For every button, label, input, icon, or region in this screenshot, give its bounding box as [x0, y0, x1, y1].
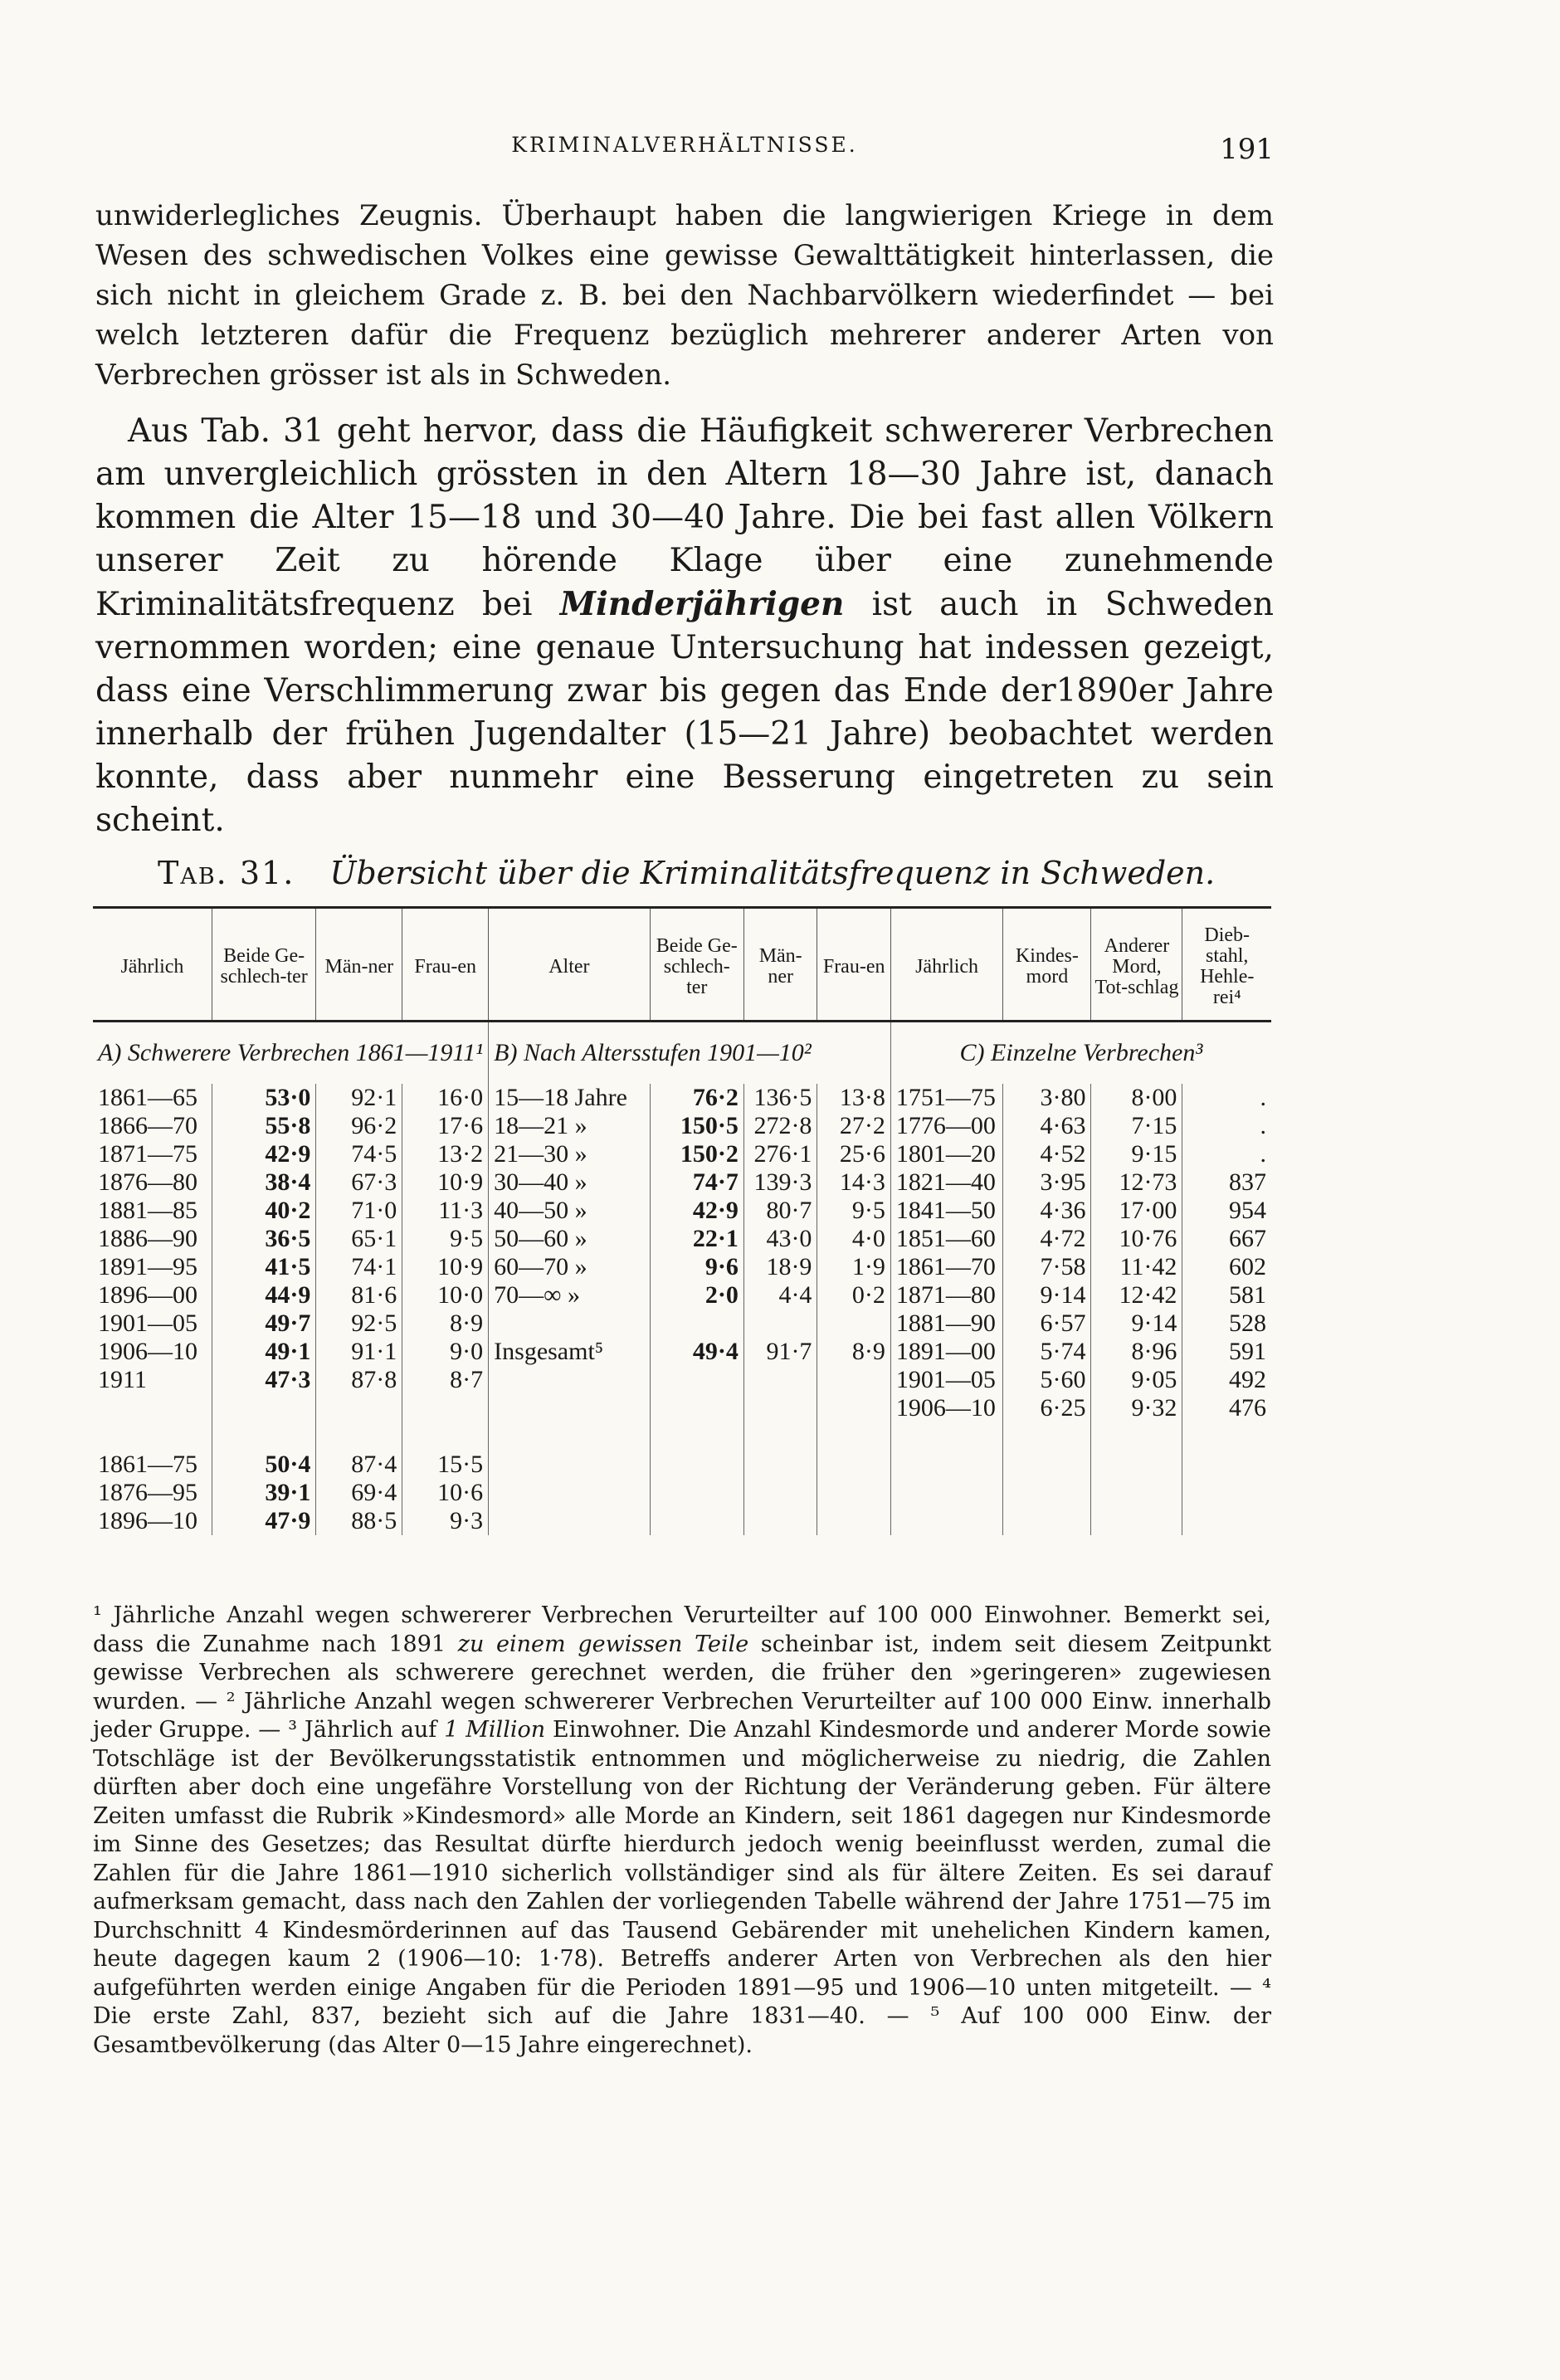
table-cell: 67·3 [316, 1168, 402, 1197]
table-cell: 8·9 [402, 1309, 489, 1338]
table-cell [489, 1479, 650, 1507]
table-cell: 1896—10 [98, 1507, 197, 1534]
table-cell: 9·5 [817, 1197, 890, 1225]
column-header: Beide Ge-schlech-ter [212, 908, 316, 1022]
table-row [93, 1197, 1271, 1225]
table-cell: 47·9 [212, 1507, 316, 1535]
table-cell: 1871—80 [890, 1281, 1002, 1309]
table-cell: 7·15 [1091, 1112, 1182, 1140]
table-cell: 11·42 [1091, 1253, 1182, 1281]
table-row [93, 1084, 1271, 1112]
table-cell: 70—∞ » [489, 1281, 650, 1309]
table-cell: 1901—05 [890, 1366, 1002, 1394]
table-row [93, 1309, 1271, 1338]
table-caption-label: Tab. 31. [158, 855, 295, 891]
table-cell [1182, 1451, 1271, 1479]
paragraph-main-after: ist auch in Schweden vernommen worden; eine genaue Untersuchung hat indessen gezeigt, dass eine Verschlimmerung zwar bis gegen das Ende der1890er Jahre innerhalb der frühen Jugendalter (15—21 Jahre) beobachtet werden konnte, dass aber nunmehr eine Besserung eingetreten zu sein scheint. [95, 586, 1274, 839]
table-cell [650, 1309, 743, 1338]
table-cell: 42·9 [212, 1140, 316, 1168]
table-cell: 492 [1182, 1366, 1271, 1394]
table-cell [489, 1451, 650, 1479]
table-cell: . [1182, 1084, 1271, 1112]
table-cell: 1896—00 [98, 1281, 197, 1309]
running-head-title: KRIMINALVERHÄLTNISSE. [511, 133, 858, 157]
table-cell [1091, 1451, 1182, 1479]
table-cell [1091, 1507, 1182, 1535]
table-cell: 1776—00 [890, 1112, 1002, 1140]
table-cell: . [1182, 1140, 1271, 1168]
table-cell: 1871—75 [98, 1140, 197, 1168]
table-cell [743, 1479, 817, 1507]
table-cell: 1861—65 [98, 1084, 197, 1111]
table-cell [650, 1366, 743, 1394]
table-cell: 11·3 [402, 1197, 489, 1225]
table-cell: 13·2 [402, 1140, 489, 1168]
table-cell [743, 1366, 817, 1394]
table-cell [1182, 1479, 1271, 1507]
column-header: Anderer Mord, Tot-schlag [1091, 908, 1182, 1022]
section-a-label: A) Schwerere Verbrechen 1861—1911¹ [98, 1039, 484, 1066]
table-cell [743, 1451, 817, 1479]
column-header: Jährlich [120, 955, 184, 978]
table-cell: 9·15 [1091, 1140, 1182, 1168]
table-cell: 71·0 [316, 1197, 402, 1225]
table-cell: 1906—10 [890, 1394, 1002, 1422]
table-row [93, 1479, 1271, 1507]
paragraph-intro [95, 196, 1274, 395]
table-cell: 9·6 [650, 1253, 743, 1281]
table-cell: 150·5 [650, 1112, 743, 1140]
table-row [93, 1140, 1271, 1168]
table-cell: 15·5 [402, 1451, 489, 1479]
table-cell: 1891—00 [890, 1338, 1002, 1366]
table-row [93, 1112, 1271, 1140]
table-cell: 30—40 » [489, 1168, 650, 1197]
table-cell: 1821—40 [890, 1168, 1002, 1197]
table-cell: 1·9 [817, 1253, 890, 1281]
table-cell [1182, 1507, 1271, 1535]
table-cell [650, 1507, 743, 1535]
table-cell: 528 [1182, 1309, 1271, 1338]
table-cell [817, 1366, 890, 1394]
table-cell: 15—18 Jahre [489, 1084, 650, 1112]
table-cell: 4·72 [1003, 1225, 1091, 1253]
table-cell [650, 1479, 743, 1507]
column-header: Män-ner [316, 908, 402, 1022]
table-cell [817, 1394, 890, 1422]
table-cell: 53·0 [212, 1084, 316, 1112]
table-cell: 139·3 [743, 1168, 817, 1197]
table-cell: 1876—95 [98, 1479, 197, 1506]
table-cell: 1861—70 [890, 1253, 1002, 1281]
table-cell: 8·00 [1091, 1084, 1182, 1112]
table-cell: 17·00 [1091, 1197, 1182, 1225]
table-cell: 87·8 [316, 1366, 402, 1394]
table-cell: 92·1 [316, 1084, 402, 1112]
table-cell: 80·7 [743, 1197, 817, 1225]
table-cell: 10·9 [402, 1168, 489, 1197]
table-cell [1003, 1479, 1091, 1507]
column-header: Frau-en [402, 908, 489, 1022]
table-cell: 22·1 [650, 1225, 743, 1253]
table-cell: 91·7 [743, 1338, 817, 1366]
page-number: 191 [1220, 133, 1274, 166]
table-row [93, 1168, 1271, 1197]
table-cell: 9·3 [402, 1507, 489, 1535]
table-cell [489, 1366, 650, 1394]
table-cell: 2·0 [650, 1281, 743, 1309]
table-cell: 150·2 [650, 1140, 743, 1168]
table-cell: 954 [1182, 1197, 1271, 1225]
table-cell: 42·9 [650, 1197, 743, 1225]
table-cell: 1876—80 [98, 1168, 197, 1196]
spacer-row [93, 1422, 1271, 1451]
table-cell: 38·4 [212, 1168, 316, 1197]
table-cell: 92·5 [316, 1309, 402, 1338]
table-cell: 41·5 [212, 1253, 316, 1281]
table-cell: 667 [1182, 1225, 1271, 1253]
table-cell: 91·1 [316, 1338, 402, 1366]
table-cell [817, 1479, 890, 1507]
table-cell: 1801—20 [890, 1140, 1002, 1168]
table-cell: 4·0 [817, 1225, 890, 1253]
table-cell: 65·1 [316, 1225, 402, 1253]
table-cell: 49·1 [212, 1338, 316, 1366]
table-cell [743, 1394, 817, 1422]
table-cell: 581 [1182, 1281, 1271, 1309]
table-cell: 6·25 [1003, 1394, 1091, 1422]
paragraph-intro-text: unwiderlegliches Zeugnis. Überhaupt haben die langwierigen Kriege in dem Wesen des schwedischen Volkes eine gewisse Gewalttätigkeit hinterlassen, die sich nicht in gleichem Grade z. B. bei den Nachbarvölkern wiederfindet — bei welch letzteren dafür die Frequenz bezüglich mehrerer anderer Arten von Verbrechen grösser ist als in Schweden. [95, 199, 1274, 392]
table-cell: 6·57 [1003, 1309, 1091, 1338]
table-cell: 276·1 [743, 1140, 817, 1168]
table-cell: 1906—10 [98, 1338, 197, 1365]
table-cell [489, 1507, 650, 1535]
table-cell: 602 [1182, 1253, 1271, 1281]
table-cell: 74·5 [316, 1140, 402, 1168]
table-cell: 0·2 [817, 1281, 890, 1309]
column-header: Beide Ge-schlech-ter [650, 908, 743, 1022]
table-cell: 9·14 [1003, 1281, 1091, 1309]
table-cell [817, 1309, 890, 1338]
paragraph-main [95, 410, 1274, 842]
table-cell: 7·58 [1003, 1253, 1091, 1281]
paragraph-main-before: Aus Tab. 31 geht hervor, dass die Häufigkeit schwererer Verbrechen am unvergleichlich grössten in den Altern 18—30 Jahre ist, danach kommen die Alter 15—18 und 30—40 Jahre. Die bei fast allen Völkern unserer Zeit zu hörende Klage über eine zunehmende Kriminalitätsfrequenz bei [95, 412, 1274, 623]
table-header-row [93, 908, 1271, 1022]
table-cell: 476 [1182, 1394, 1271, 1422]
table-cell [316, 1394, 402, 1422]
table-cell: 1841—50 [890, 1197, 1002, 1225]
table-cell: Insgesamt⁵ [489, 1338, 650, 1366]
table-caption [158, 855, 1215, 891]
table-cell: . [1182, 1112, 1271, 1140]
column-header: Jährlich [890, 908, 1002, 1022]
table-row [93, 1366, 1271, 1394]
table-cell: 87·4 [316, 1451, 402, 1479]
table-row [93, 1225, 1271, 1253]
table-cell: 1861—75 [98, 1451, 197, 1478]
table-cell [890, 1451, 1002, 1479]
crime-frequency-table [93, 906, 1271, 1535]
table-cell [93, 1394, 212, 1422]
table-cell: 10·6 [402, 1479, 489, 1507]
table-cell: 9·05 [1091, 1366, 1182, 1394]
table-cell: 1881—85 [98, 1197, 197, 1224]
table-row [93, 1253, 1271, 1281]
table-cell: 9·32 [1091, 1394, 1182, 1422]
table-cell: 272·8 [743, 1112, 817, 1140]
table-cell [890, 1479, 1002, 1507]
table-cell: 17·6 [402, 1112, 489, 1140]
column-header: Frau-en [817, 908, 890, 1022]
footnotes [93, 1602, 1271, 2060]
table-cell [650, 1451, 743, 1479]
table-row [93, 1394, 1271, 1422]
table-caption-title: Übersicht über die Kriminalitätsfrequenz in Schweden. [329, 855, 1216, 891]
table-cell: 8·9 [817, 1338, 890, 1366]
table-cell [1003, 1451, 1091, 1479]
table-cell: 14·3 [817, 1168, 890, 1197]
table-cell [817, 1507, 890, 1535]
paragraph-main-text [95, 410, 1274, 842]
table-body [93, 1022, 1271, 1536]
table-cell: 88·5 [316, 1507, 402, 1535]
section-c-label: C) Einzelne Verbrechen³ [890, 1022, 1271, 1085]
table-cell: 4·52 [1003, 1140, 1091, 1168]
table-cell [489, 1394, 650, 1422]
table-cell [890, 1507, 1002, 1535]
table-cell: 1851—60 [890, 1225, 1002, 1253]
table-cell: 1881—90 [890, 1309, 1002, 1338]
table-cell: 50—60 » [489, 1225, 650, 1253]
table-cell: 8·96 [1091, 1338, 1182, 1366]
table-cell: 43·0 [743, 1225, 817, 1253]
table-cell: 74·7 [650, 1168, 743, 1197]
table-cell: 16·0 [402, 1084, 489, 1112]
table-cell: 10·9 [402, 1253, 489, 1281]
table-cell: 4·36 [1003, 1197, 1091, 1225]
column-header: Dieb-stahl, Hehle-rei⁴ [1182, 908, 1271, 1022]
table-row [93, 1281, 1271, 1309]
table-row [93, 1338, 1271, 1366]
table-cell: 44·9 [212, 1281, 316, 1309]
table-cell: 18—21 » [489, 1112, 650, 1140]
table-cell [1003, 1507, 1091, 1535]
table-cell: 3·95 [1003, 1168, 1091, 1197]
table-cell: 5·60 [1003, 1366, 1091, 1394]
table-cell: 1911 [98, 1366, 147, 1393]
column-header: Män-ner [743, 908, 817, 1022]
table-cell: 10·76 [1091, 1225, 1182, 1253]
table-cell: 4·4 [743, 1281, 817, 1309]
table-cell: 8·7 [402, 1366, 489, 1394]
table-cell: 40—50 » [489, 1197, 650, 1225]
table-cell: 25·6 [817, 1140, 890, 1168]
table-cell: 39·1 [212, 1479, 316, 1507]
table-cell: 837 [1182, 1168, 1271, 1197]
table-cell: 12·42 [1091, 1281, 1182, 1309]
running-head [95, 133, 1274, 171]
table-cell [489, 1309, 650, 1338]
table-row [93, 1507, 1271, 1535]
table-cell [1091, 1479, 1182, 1507]
table-row [93, 1451, 1271, 1479]
table-cell: 47·3 [212, 1366, 316, 1394]
table-cell: 21—30 » [489, 1140, 650, 1168]
table-cell: 4·63 [1003, 1112, 1091, 1140]
table-cell [817, 1451, 890, 1479]
table-cell: 55·8 [212, 1112, 316, 1140]
footnote-text: ¹ Jährliche Anzahl wegen schwererer Verbrechen Verurteilter auf 100 000 Einwohner. Bemerkt sei, dass die Zunahme nach 1891 zu einem gewissen Teile scheinbar ist, indem seit diesem Zeitpunkt gewisse Verbrechen als schwerere gerechnet werden, die früher den »geringeren» zugewiesen wurden. — ² Jährliche Anzahl wegen schwererer Verbrechen Verurteilter auf 100 000 Einw. innerhalb jeder Gruppe. — ³ Jährlich auf 1 Million Einwohner. Die Anzahl Kindesmorde und anderer Morde sowie Totschläge ist der Bevölkerungsstatistik entnommen und möglicherweise zu niedrig, die Zahlen dürften aber doch eine ungefähre Vorstellung von der Richtung der Veränderung geben. Für ältere Zeiten umfasst die Rubrik »Kindesmord» alle Morde an Kindern, seit 1861 dagegen nur Kindesmorde im Sinne des Gesetzes; das Resultat dürfte hierdurch jedoch wenig beeinflusst werden, zumal die Zahlen für die Jahre 1861—1910 sicherlich vollständiger sind als für ältere Zeiten. Es sei darauf aufmerksam gemacht, dass nach den Zahlen der vorliegenden Tabelle während der Jahre 1751—75 im Durchschnitt 4 Kindesmörderinnen auf das Tausend Gebärender mit unehelichen Kindern kamen, heute dagegen kaum 2 (1906—10: 1·78). Betreffs anderer Arten von Verbrechen als den hier aufgeführten werden einige Angaben für die Perioden 1891—95 und 1906—10 unten mitgeteilt. — ⁴ Die erste Zahl, 837, bezieht sich auf die Jahre 1831—40. — ⁵ Auf 100 000 Einw. der Gesamtbevölkerung (das Alter 0—15 Jahre eingerechnet). [93, 1602, 1272, 2058]
table-cell: 10·0 [402, 1281, 489, 1309]
table-cell: 5·74 [1003, 1338, 1091, 1366]
section-header-row [93, 1022, 1271, 1085]
table-cell: 36·5 [212, 1225, 316, 1253]
section-b-label: B) Nach Altersstufen 1901—10² [489, 1022, 891, 1085]
table-cell: 49·4 [650, 1338, 743, 1366]
table-cell: 12·73 [1091, 1168, 1182, 1197]
table-cell: 3·80 [1003, 1084, 1091, 1112]
emphasis-minderjaehrigen: Minderjährigen [559, 585, 845, 623]
table-cell: 40·2 [212, 1197, 316, 1225]
table-cell: 81·6 [316, 1281, 402, 1309]
table-cell: 50·4 [212, 1451, 316, 1479]
table-cell [743, 1309, 817, 1338]
table-cell: 9·0 [402, 1338, 489, 1366]
table-cell: 49·7 [212, 1309, 316, 1338]
table-cell: 74·1 [316, 1253, 402, 1281]
table-cell: 9·5 [402, 1225, 489, 1253]
column-header: Kindes-mord [1003, 908, 1091, 1022]
table-cell: 1866—70 [98, 1112, 197, 1139]
table-cell: 1901—05 [98, 1309, 197, 1337]
column-header: Alter [489, 908, 650, 1022]
table-cell: 1886—90 [98, 1225, 197, 1252]
table-cell [743, 1507, 817, 1535]
table-cell [650, 1394, 743, 1422]
table-cell: 18·9 [743, 1253, 817, 1281]
table-cell: 69·4 [316, 1479, 402, 1507]
table-cell: 1751—75 [890, 1084, 1002, 1112]
table-cell: 60—70 » [489, 1253, 650, 1281]
table-cell: 13·8 [817, 1084, 890, 1112]
table-cell: 136·5 [743, 1084, 817, 1112]
table-cell: 27·2 [817, 1112, 890, 1140]
table-cell: 1891—95 [98, 1253, 197, 1280]
table-cell [402, 1394, 489, 1422]
table-cell: 591 [1182, 1338, 1271, 1366]
table-cell: 96·2 [316, 1112, 402, 1140]
table-cell: 9·14 [1091, 1309, 1182, 1338]
table-cell: 76·2 [650, 1084, 743, 1112]
table-cell [212, 1394, 316, 1422]
